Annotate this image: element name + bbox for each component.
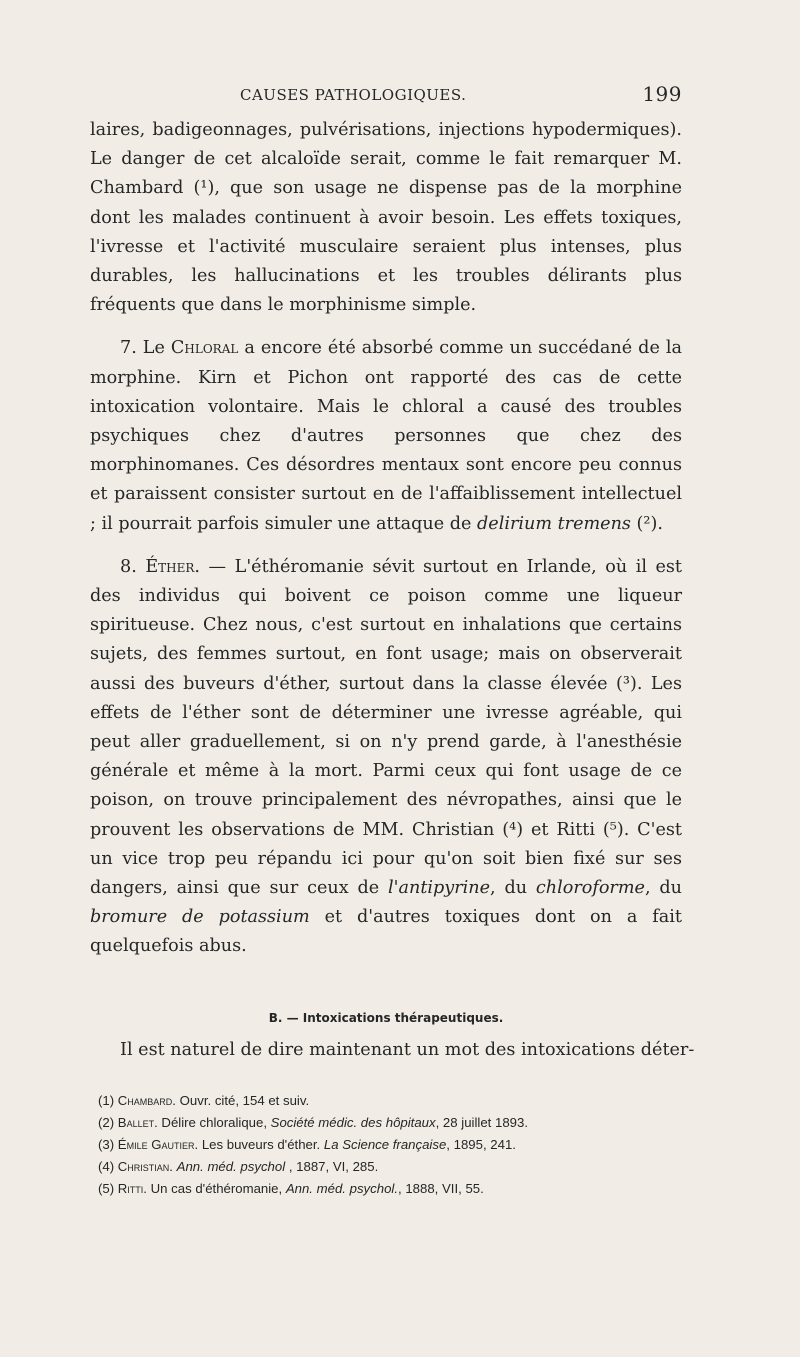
- footnotes: [98, 1090, 698, 1200]
- main-text: [90, 116, 682, 976]
- paragraph-text: et d'autres toxiques dont on a fait quelquefois abus.: [90, 907, 682, 957]
- footnote: [98, 1134, 698, 1156]
- paragraph-text: — L'éthéromanie sévit surtout en Irlande, où il est des individus qui boivent ce poison comme une liqueur spiritueuse. Chez nous, c'est surtout en inhalations que certains sujets, des femmes surtout, en font usage; mais on observerait aussi des buveurs d'éther, surtout dans la classe élevée (³). Les effets de l'éther sont de déterminer une ivresse agréable, qui peut aller graduellement, si on n'y prend garde, à l'anesthésie générale et même à la mort. Parmi ceux qui font usage de ce poison, on trouve principalement des névropathes, ainsi que le prouvent les observations de MM. Christian (⁴) et Ritti (⁵). C'est un vice trop peu répandu ici pour qu'on soit bien fixé sur ses dangers, ainsi que sur ceux de: [90, 556, 682, 899]
- footnote-text: Un cas d'éthéromanie,: [146, 1181, 286, 1196]
- footnote-journal: Ann. méd. psychol: [176, 1159, 286, 1174]
- running-title: CAUSES PATHOLOGIQUES.: [240, 86, 467, 104]
- footnote-text: , 1887, VI, 285.: [285, 1159, 379, 1174]
- footnote: [98, 1112, 698, 1134]
- italic-term: bromure de potassium: [90, 907, 310, 928]
- footnote-text: , 1895, 241.: [446, 1137, 516, 1152]
- footnote-author: Chambard.: [117, 1093, 176, 1108]
- italic-term: l'antipyrine: [388, 878, 490, 899]
- paragraph-text: , du: [490, 878, 536, 899]
- footnote-text: Ouvr. cité, 154 et suiv.: [175, 1093, 310, 1108]
- footnote-number: (5): [98, 1181, 118, 1196]
- footnote-number: (2): [98, 1115, 118, 1130]
- footnote-author: Ritti.: [117, 1181, 147, 1196]
- paragraph-continues: Il est naturel de dire maintenant un mot des intoxications déter-: [120, 1040, 695, 1060]
- footnote-text: , 28 juillet 1893.: [435, 1115, 528, 1130]
- section-term: Éther.: [145, 556, 201, 577]
- footnote-journal: Société médic. des hôpitaux: [270, 1115, 436, 1130]
- footnote-author: Christian.: [117, 1159, 173, 1174]
- footnote: [98, 1090, 698, 1112]
- paragraph-text: laires, badigeonnages, pulvérisations, injections hypodermiques). Le danger de cet alcaloïde serait, comme le fait remarquer M. Chambard (¹), que son usage ne dispense pas de la morphine dont les malades continuent à avoir besoin. Les effets toxiques, l'ivresse et l'activité musculaire seraient plus intenses, plus durables, les hallucinations et les troubles délirants plus fréquents que dans le morphinisme simple.: [90, 120, 682, 316]
- italic-term: chloroforme: [535, 878, 645, 899]
- paragraph-text: a encore été absorbé comme un succédané de la morphine. Kirn et Pichon ont rapporté des cas de cette intoxication volontaire. Mais le chloral a causé des troubles psychiques chez d'autres personnes que chez des morphinomanes. Ces désordres mentaux sont encore peu connus et paraissent consister surtout en de l'affaiblissement intellectuel ; il pourrait parfois simuler une attaque de: [90, 338, 682, 534]
- italic-term: delirium tremens: [477, 513, 631, 534]
- footnote-author: Émile Gautier.: [117, 1137, 199, 1152]
- page-number: 199: [642, 82, 682, 106]
- paragraph-continuation: [90, 116, 682, 320]
- section-subheading: B. — Intoxications thérapeutiques.: [268, 1011, 504, 1025]
- footnote: [98, 1156, 698, 1178]
- section-number: 8.: [120, 556, 146, 577]
- section-term: Chloral: [170, 338, 239, 359]
- paragraph-text: , du: [644, 878, 683, 899]
- footnote-author: Ballet.: [117, 1115, 158, 1130]
- paragraph-text: (²).: [630, 513, 663, 534]
- footnote-text: , 1888, VII, 55.: [398, 1181, 484, 1196]
- footnote-journal: Ann. méd. psychol.: [285, 1181, 398, 1196]
- footnote: [98, 1178, 698, 1200]
- footnote-journal: La Science française: [323, 1137, 447, 1152]
- paragraph-chloral: [90, 334, 682, 538]
- section-number: 7. Le: [120, 338, 171, 359]
- footnote-number: (4): [98, 1159, 118, 1174]
- paragraph-ether: [90, 553, 682, 962]
- footnote-text: Délire chloralique,: [157, 1115, 271, 1130]
- footnote-number: (3): [98, 1137, 118, 1152]
- footnote-text: Les buveurs d'éther.: [198, 1137, 324, 1152]
- footnote-number: (1): [98, 1093, 118, 1108]
